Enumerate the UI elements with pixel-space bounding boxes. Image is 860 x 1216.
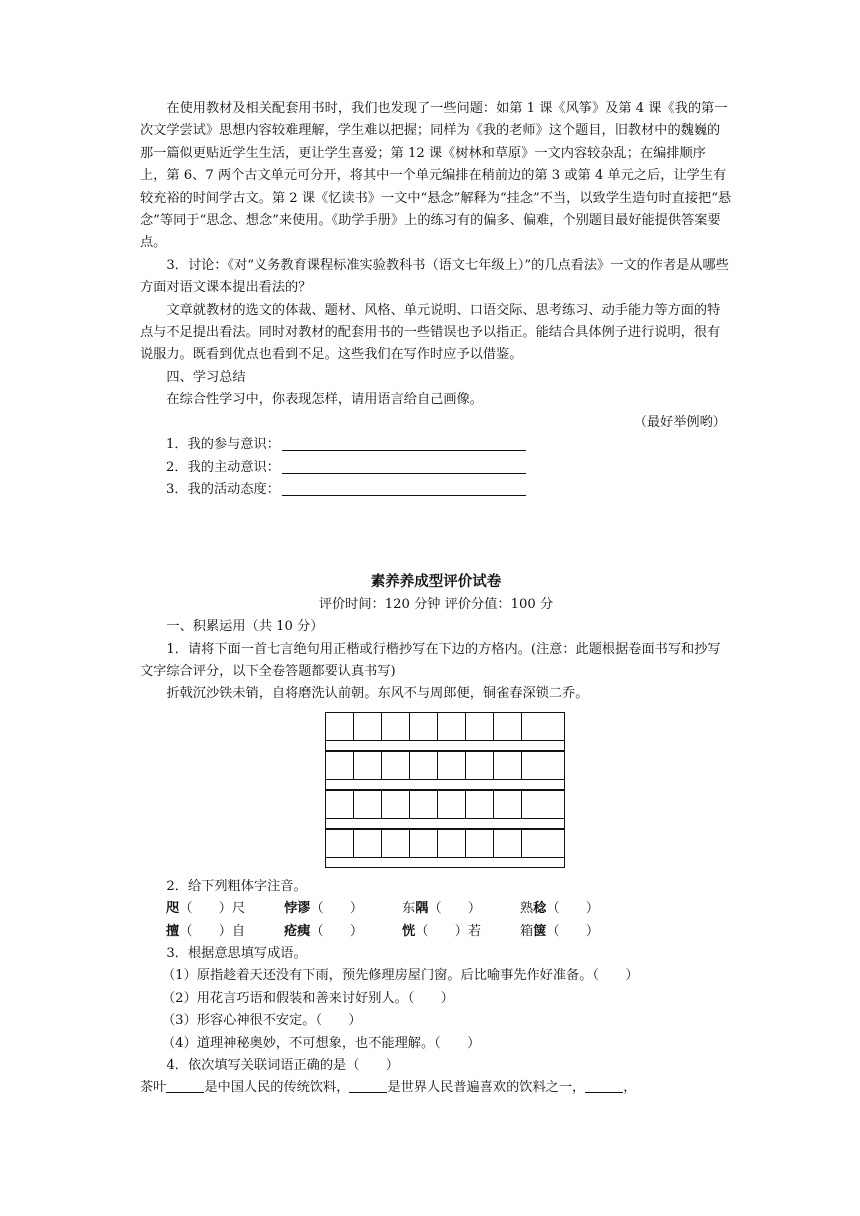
poem-text: 折戟沉沙铁未销，自将磨洗认前朝。东风不与周郎便，铜雀春深锁二乔。	[166, 686, 589, 702]
document-page	[140, 98, 732, 1100]
pinyin-row: 咫（ ）尺 悖谬（ ） 东隅（ ） 熟稔（ ）	[166, 901, 600, 917]
grid-row	[325, 790, 565, 818]
grid-row	[325, 829, 565, 857]
question-4: 4．依次填写关联词语正确的是（ ）	[166, 1058, 399, 1073]
question-4-text: 茶叶 是中国人民的传统饮料， 是世界人民普遍喜欢的饮料之一， ，	[140, 1080, 637, 1096]
summary-item: 2．我的主动意识：	[140, 457, 732, 479]
summary-item: 1．我的参与意识：	[140, 434, 732, 456]
summary-note: （最好举例哟）	[633, 414, 726, 430]
summary-prompt: 在综合性学习中，你表现怎样，请用语言给自己画像。	[166, 392, 483, 408]
section-heading: 四、学习总结	[166, 369, 246, 385]
discussion-question: 3．讨论：《对“义务教育课程标准实验教科书（语文七年级上）”的几点看法》一文的作者是从哪些方面对语文课本提出看法的？	[140, 257, 729, 296]
fill-blank[interactable]	[349, 1079, 387, 1093]
answer-line[interactable]	[282, 481, 526, 496]
idiom-item: （1）原指趁着天还没有下雨，预先修理房屋门窗。后比喻事先作好准备。（ ）	[162, 968, 639, 984]
exam-title: 素养养成型评价试卷	[370, 573, 502, 591]
discussion-answer: 文章就教材的选文的体裁、题材、风格、单元说明、口语交际、思考练习、动手能力等方面的特点与不足提出看法。同时对教材的配套用书的一些错误也予以指正。能结合具体例子进行说明，很有说服力。既看到优点也看到不足。这些我们在写作时应予以借鉴。	[140, 302, 721, 363]
writing-grid	[325, 712, 565, 868]
question-1: 1．请将下面一首七言绝句用正楷或行楷抄写在下边的方格内。(注意：此题根据卷面书写和抄写文字综合评分，以下全卷答题都要认真书写)	[140, 641, 721, 679]
answer-line[interactable]	[282, 459, 526, 474]
summary-item: 3．我的活动态度：	[140, 479, 732, 501]
grid-row	[325, 751, 565, 779]
fill-blank[interactable]	[166, 1079, 204, 1093]
idiom-item: （2）用花言巧语和假装和善来讨好别人。（ ）	[162, 990, 454, 1006]
question-3: 3．根据意思填写成语。	[166, 945, 307, 961]
idiom-item: （4）道理神秘奥妙，不可想象，也不能理解。（ ）	[162, 1035, 481, 1051]
idiom-item: （3）形容心神很不安定。（ ）	[162, 1013, 362, 1029]
intro-paragraph: 在使用教材及相关配套用书时，我们也发现了一些问题：如第 1 课《风筝》及第 4 课《我的第一次文学尝试》思想内容较难理解，学生难以把握；同样为《我的老师》这个题目，旧教材中的魏巍的那一篇似更贴近学生生活，更让学生喜爱；第 12 课《树林和草原》一文内容较杂乱；在编排顺序上，第 6、7 两个古文单元可分开，将其中一个单元编排在稍前边的第 3 或第 4 单元之后，让学生有较充裕的时间学古文。第 2 课《忆读书》一文中“悬念”解释为“挂念”不当，以致学生造句时直接把“悬念”等同于“思念、想念”来使用。《助学手册》上的练习有的偏多、偏难，个别题目最好能提供答案要点。	[140, 101, 732, 251]
pinyin-row: 擅（ ）自 疮痍（ ） 恍（ ）若 箱箧（ ）	[166, 923, 600, 939]
answer-line[interactable]	[282, 436, 526, 451]
question-2: 2．给下列粗体字注音。	[166, 878, 307, 894]
part-heading: 一、积累运用（共 10 分）	[166, 619, 324, 635]
grid-row	[325, 712, 565, 740]
exam-subtitle: 评价时间：120 分钟 评价分值：100 分	[318, 596, 554, 612]
fill-blank[interactable]	[585, 1079, 623, 1093]
